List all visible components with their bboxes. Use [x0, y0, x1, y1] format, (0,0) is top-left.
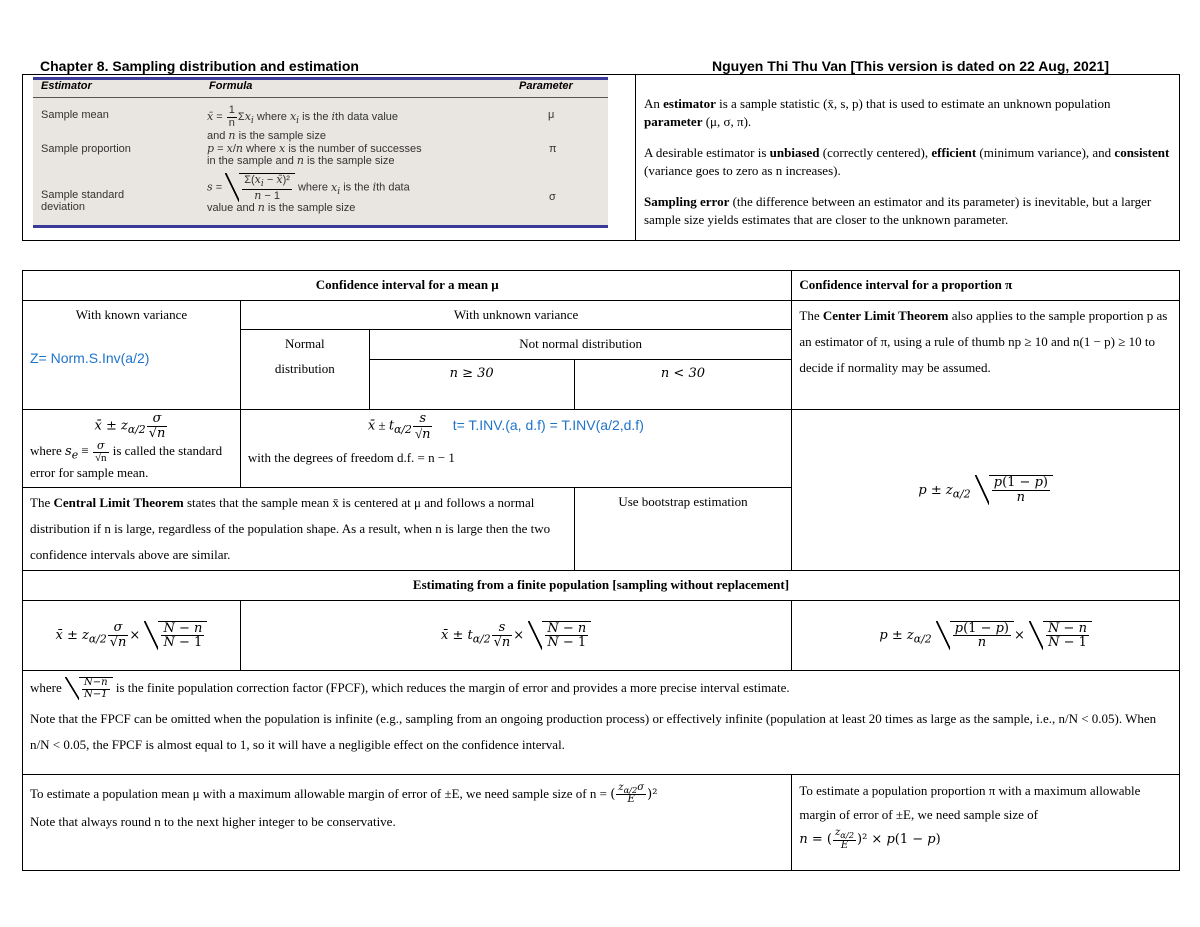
finite-t-cell	[240, 600, 792, 670]
ci-mean-title: Confidence interval for a mean μ	[23, 271, 792, 301]
df-note: with the degrees of freedom d.f. = n − 1	[247, 450, 455, 466]
sample-size-prop-cell	[792, 774, 1180, 870]
table-rule-bottom	[33, 225, 608, 228]
z-excel-formula: Z= Norm.S.Inv(a/2)	[30, 350, 150, 367]
finite-z-cell	[23, 600, 241, 670]
known-var-formula-cell	[23, 410, 241, 488]
clt-cell: The Central Limit Theorem states that the sample mean x̄ is centered at μ and follows a normal distribution if n is large, regardless of the population shape. As a result, when n is large then the two confidence intervals above are similar.	[23, 488, 575, 571]
known-variance-cell	[23, 300, 241, 409]
finite-z-formula: x̄ ± $z_{\alpha/2}$ $\frac{\sigma}{√n}$ × $\frac{N - n}{N - 1}$	[56, 628, 208, 643]
fpcf-note: Note that the FPCF can be omitted when the population is infinite (e.g., sampling from an ongoing production process) or effectively infinite (population at least 20 times as large as the sample, i.e., n/N < 0.05). When n/N < 0.05, the FPCF is almost equal to 1, so it will have a negligible effect on the confidence interval.	[30, 711, 1157, 753]
row-formula-mean: x̄ = $\frac{1}{n}$ $\Sigma x_i$ where $x_i$ is the ith data value and n is the sample size	[207, 104, 399, 143]
row-param-prop: π	[549, 143, 557, 155]
sample-size-prop: To estimate a population proportion π with a maximum allowable margin of error of ±E, we need sample size of	[799, 782, 1141, 823]
sample-size-prop-formula: n = ( $\frac{z_{\alpha/2}}{E}$ )² × p(1 − p)	[799, 827, 941, 851]
row-name-mean: Sample mean	[41, 109, 109, 121]
fpcf-cell	[23, 670, 1180, 774]
finite-t-formula: x̄ ± $t_{\alpha/2}$ $\frac{s}{√n}$ × $\frac{N - n}{N - 1}$	[441, 628, 591, 643]
t-excel-formula: t= T.INV.(a, d.f) = T.INV(a/2,d.f)	[452, 416, 644, 433]
se-note: where $s_e$ ≡ $\frac{\sigma}{√n}$ is called the standard error for sample mean.	[30, 439, 223, 481]
header-right: Nguyen Thi Thu Van [This version is dated on 22 Aug, 2021]	[712, 58, 1109, 74]
note-desirable: A desirable estimator is unbiased (correctly centered), efficient (minimum variance), and consistent (variance goes to zero as n increases).	[644, 145, 1170, 178]
prop-clt-cell: The Center Limit Theorem also applies to the sample proportion p as an estimator of π, using a rule of thumb np ≥ 10 and n(1 − p) ≥ 10 to decide if normality may be assumed.	[792, 300, 1180, 409]
known-variance-label: With known variance	[75, 306, 188, 322]
note-sampling-error: Sampling error (the difference between an estimator and its parameter) is inevitable, but a larger sample size yields estimates that are closer to the unknown parameter.	[644, 194, 1152, 227]
ci-prop-title: Confidence interval for a proportion π	[792, 271, 1180, 301]
row-formula-prop: p = x/n where x is the number of successes in the sample and n is the sample size	[207, 142, 422, 168]
t-formula-cell	[240, 410, 792, 488]
not-normal-label: Not normal distribution	[369, 330, 792, 360]
ci-table	[22, 270, 1180, 871]
th-parameter: Parameter	[519, 80, 573, 92]
sample-size-mean-cell	[23, 774, 792, 870]
row-name-prop: Sample proportion	[41, 143, 131, 155]
prop-interval-formula: $p \pm z_{\alpha/2}$ $\frac{p(1 - p)}{n}$	[918, 483, 1053, 498]
finite-prop-cell	[792, 600, 1180, 670]
finite-prop-formula: $p \pm z_{\alpha/2}$ $\frac{p(1 - p)}{n}$ × $\frac{N - n}{N - 1}$	[879, 628, 1092, 643]
n-ge-30-label: n ≥ 30	[369, 360, 574, 410]
row-param-mean: μ	[548, 109, 555, 121]
prop-interval-cell	[792, 410, 1180, 571]
round-note: Note that always round n to the next higher integer to be conservative.	[30, 813, 396, 829]
bootstrap-cell: Use bootstrap estimation	[574, 488, 792, 571]
header-left: Chapter 8. Sampling distribution and estimation	[40, 58, 359, 74]
note-estimator: An estimator is a sample statistic (x̄, s, p) that is used to estimate an unknown population parameter (μ, σ, π).	[644, 96, 1111, 129]
t-interval-formula: x̄ ± $t_{\alpha/2}$ $\frac{s}{√n}$ t= T.INV.(a, d.f) = T.INV(a/2,d.f)	[367, 411, 644, 442]
row-param-sd: σ	[549, 191, 556, 203]
estimator-table	[33, 77, 608, 228]
row-formula-sd: s = $\frac{\Sigma(x_i - x̄)^2}{n - 1}$ where $x_i$ is the ith data value and n is the sample size	[207, 173, 410, 215]
z-interval-formula: x̄ ± $z_{\alpha/2}$ $\frac{\sigma}{√n}$	[94, 411, 166, 441]
sample-size-mean: To estimate a population mean μ with a maximum allowable margin of error of ±E, we need sample size of n = ( $\frac{z_{\alpha/2}\sigma}{E}$ )²	[30, 781, 658, 806]
finite-population-title: Estimating from a finite population [sampling without replacement]	[23, 571, 1180, 601]
th-estimator: Estimator	[41, 80, 92, 92]
estimator-notes-box	[635, 74, 1180, 241]
unknown-variance-label: With unknown variance	[240, 300, 792, 330]
fpcf-definition: where $\frac{N-n}{N-1}$ is the finite population correction factor (FPCF), which reduces the margin of error and provides a more precise interval estimate.	[30, 677, 790, 700]
table-header-rule	[33, 97, 608, 98]
n-lt-30-label: n < 30	[574, 360, 792, 410]
th-formula: Formula	[209, 80, 253, 92]
normal-distribution-cell: Normal distribution	[240, 330, 369, 410]
row-name-sd: Sample standard deviation	[41, 189, 125, 214]
